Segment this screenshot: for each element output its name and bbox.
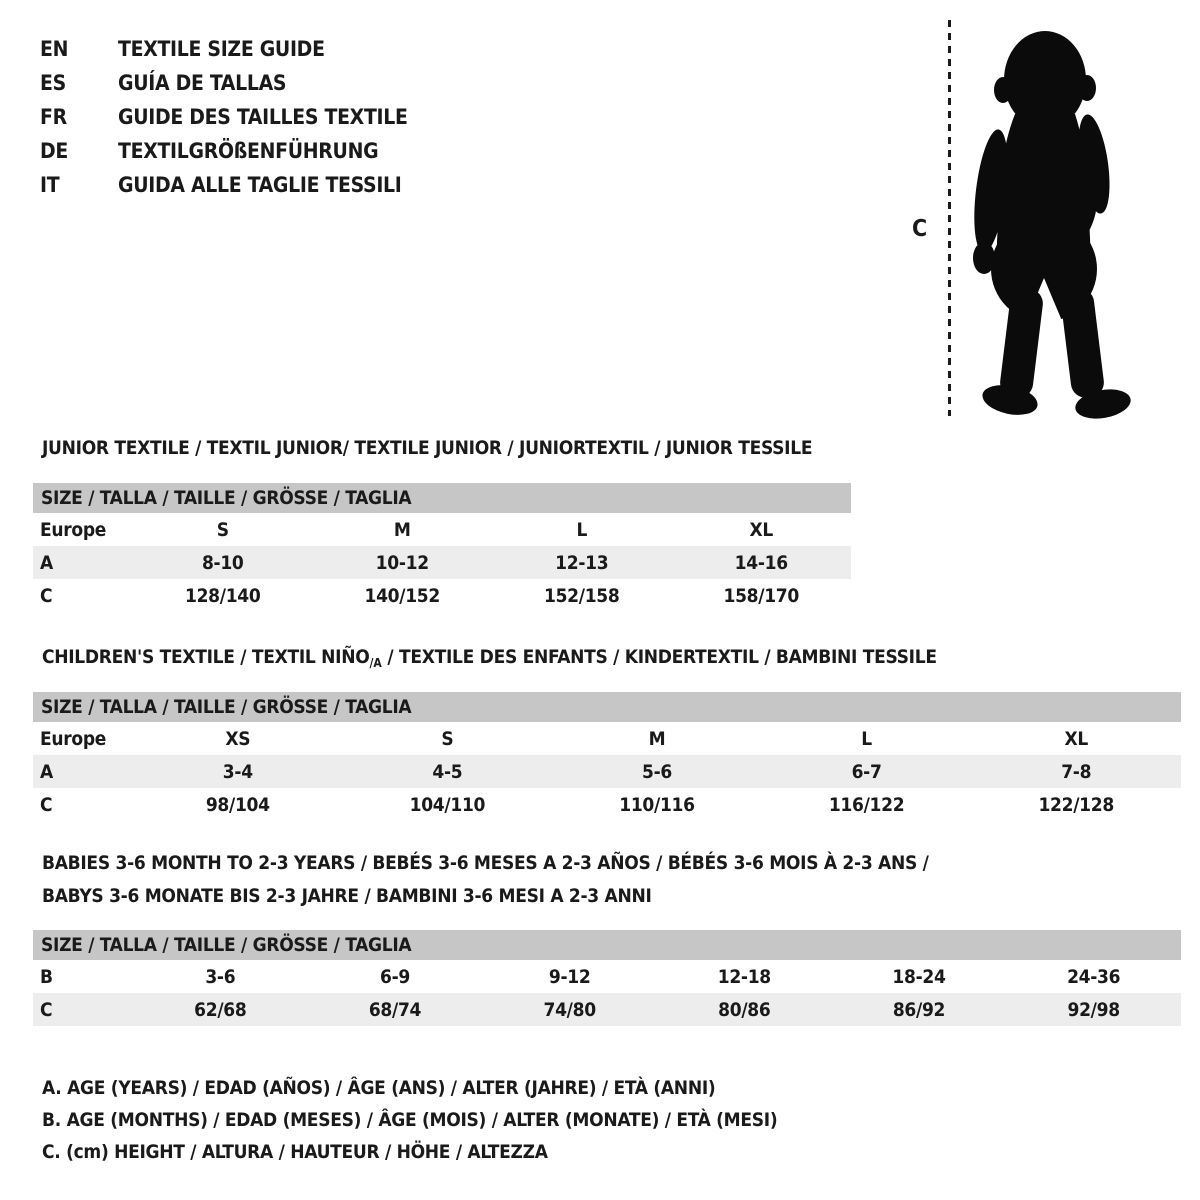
table-row (33, 993, 1181, 1026)
table-cell: 122/128 (1038, 793, 1114, 816)
table-cell: M (648, 727, 666, 750)
table-cell: 24-36 (1067, 965, 1121, 988)
children-size-table (33, 692, 1181, 821)
size-table-header: SIZE / TALLA / TAILLE / GRÖSSE / TAGLIA (33, 692, 1181, 722)
row-label: A (40, 551, 53, 574)
legend-line-b: B. AGE (MONTHS) / EDAD (MESES) / ÂGE (MOIS) / ALTER (MONATE) / ETÀ (MESI) (42, 1109, 778, 1131)
table-cell: 74/80 (543, 998, 596, 1021)
table-cell: 152/158 (543, 584, 620, 607)
table-cell: 9-12 (548, 965, 591, 988)
table-row (33, 960, 1181, 993)
table-cell: 6-7 (851, 760, 882, 783)
row-label: A (40, 760, 53, 783)
table-cell: 128/140 (184, 584, 261, 607)
language-row (40, 134, 408, 168)
table-cell: 4-5 (432, 760, 463, 783)
language-row (40, 66, 408, 100)
table-row (33, 579, 851, 612)
measure-legend (42, 1072, 777, 1168)
toddler-silhouette-icon (963, 26, 1141, 422)
language-code: EN (40, 37, 69, 61)
table-row (33, 755, 1181, 788)
language-row (40, 32, 408, 66)
table-cell: S (441, 727, 454, 750)
table-cell: M (393, 518, 411, 541)
table-cell: 158/170 (723, 584, 799, 607)
language-code: IT (40, 173, 60, 197)
language-code: ES (40, 71, 66, 95)
table-cell: 3-6 (205, 965, 236, 988)
row-label: B (40, 965, 53, 988)
junior-section-title: JUNIOR TEXTILE / TEXTIL JUNIOR/ TEXTILE JUNIOR / JUNIORTEXTIL / JUNIOR TESSILE (42, 437, 813, 459)
babies-size-table (33, 930, 1181, 1026)
table-cell: 5-6 (642, 760, 672, 783)
row-label: Europe (40, 727, 107, 750)
children-section-title (42, 646, 937, 670)
children-title-post: / TEXTILE DES ENFANTS / KINDERTEXTIL / BAMBINI TESSILE (381, 646, 937, 668)
table-cell: 116/122 (828, 793, 905, 816)
table-cell: 92/98 (1067, 998, 1120, 1021)
table-cell: 10-12 (375, 551, 429, 574)
table-cell: 86/92 (892, 998, 946, 1021)
babies-section-title-line1: BABIES 3-6 MONTH TO 2-3 YEARS / BEBÉS 3-6 MESES A 2-3 AÑOS / BÉBÉS 3-6 MOIS À 2-3 ANS / (42, 852, 929, 874)
table-cell: 7-8 (1061, 760, 1092, 783)
table-row (33, 546, 851, 579)
language-row (40, 100, 408, 134)
table-cell: XL (749, 518, 773, 541)
table-cell: 68/74 (368, 998, 422, 1021)
language-title: GUÍA DE TALLAS (118, 71, 287, 95)
children-title-pre: CHILDREN'S TEXTILE / TEXTIL NIÑO (42, 646, 370, 668)
row-label: C (40, 793, 53, 816)
table-cell: 110/116 (619, 793, 695, 816)
table-cell: 12-18 (717, 965, 771, 988)
table-cell: L (576, 518, 588, 541)
table-cell: 6-9 (380, 965, 410, 988)
table-cell: 80/86 (718, 998, 771, 1021)
babies-section-title-line2: BABYS 3-6 MONATE BIS 2-3 JAHRE / BAMBINI 3-6 MESI A 2-3 ANNI (42, 885, 652, 907)
language-title: TEXTILGRÖßENFÜHRUNG (118, 139, 379, 163)
children-title-subscript: /A (369, 656, 382, 670)
legend-line-c: C. (cm) HEIGHT / ALTURA / HAUTEUR / HÖHE / ALTEZZA (42, 1141, 548, 1163)
table-row (33, 722, 1181, 755)
language-row (40, 168, 408, 202)
table-cell: 14-16 (734, 551, 788, 574)
language-title: TEXTILE SIZE GUIDE (118, 37, 325, 61)
table-cell: S (216, 518, 229, 541)
size-table-header: SIZE / TALLA / TAILLE / GRÖSSE / TAGLIA (33, 930, 1181, 960)
table-cell: 140/152 (364, 584, 440, 607)
language-list (40, 32, 408, 202)
height-measure-label: C (912, 216, 927, 242)
row-label: C (40, 584, 53, 607)
language-title: GUIDA ALLE TAGLIE TESSILI (118, 173, 402, 197)
table-cell: 3-4 (222, 760, 253, 783)
size-table-header: SIZE / TALLA / TAILLE / GRÖSSE / TAGLIA (33, 483, 851, 513)
table-cell: 104/110 (409, 793, 486, 816)
height-measure-dashed-line (948, 20, 951, 416)
table-row (33, 788, 1181, 821)
table-cell: 62/68 (194, 998, 247, 1021)
language-title: GUIDE DES TAILLES TEXTILE (118, 105, 408, 129)
table-cell: 8-10 (201, 551, 244, 574)
table-cell: 98/104 (205, 793, 270, 816)
table-cell: XL (1064, 727, 1088, 750)
row-label: C (40, 998, 53, 1021)
language-code: DE (40, 139, 68, 163)
table-row (33, 513, 851, 546)
language-code: FR (40, 105, 67, 129)
table-cell: XS (225, 727, 251, 750)
table-cell: 18-24 (892, 965, 946, 988)
table-cell: 12-13 (555, 551, 609, 574)
legend-line-a: A. AGE (YEARS) / EDAD (AÑOS) / ÂGE (ANS) / ALTER (JAHRE) / ETÀ (ANNI) (42, 1077, 716, 1099)
row-label: Europe (40, 518, 107, 541)
table-cell: L (861, 727, 872, 750)
junior-size-table (33, 483, 851, 612)
